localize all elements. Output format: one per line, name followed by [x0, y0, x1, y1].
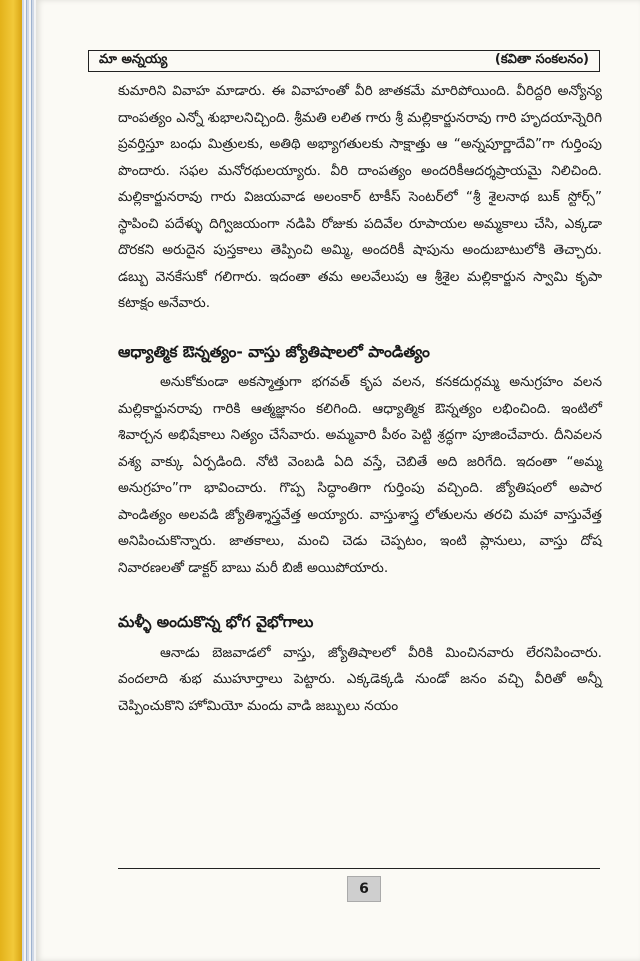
footer-divider	[118, 868, 600, 869]
paragraph-2: అనుకోకుండా అకస్మాత్తుగా భగవత్ కృప వలన, కనకదుర్గమ్మ అనుగ్రహం వలన మల్లికార్జునరావు గారికి ఆత్మజ్ఞానం కలిగింది. ఆధ్యాత్మిక ఔన్నత్యం లభించింది. ఇంటిలో శివార్చన అభిషేకాలు నిత్యం చేసేవారు. అమ్మవారి పీఠం పెట్టి శ్రద్ధగా పూజించేవారు. దీనివలన వశ్య వాక్కు ఏర్పడింది. నోటి వెంబడి ఏది వస్తే, చెబితే అది జరిగేది. ఇదంతా “అమ్మ అనుగ్రహం”గా భావించారు. గొప్ప సిద్ధాంతిగా గుర్తింపు వచ్చింది. జ్యోతిషంలో అపార పాండిత్యం అలవడి జ్యోతిశ్శాస్త్రవేత్త అయ్యారు. వాస్తుశాస్త్ర లోతులను తరచి మహా వాస్తువేత్త అనిపించుకొన్నారు. జాతకాలు, మంచి చెడు చెప్పటం, ఇంటి ప్లానులు, వాస్తు దోష నివారణలతో డాక్టర్ బాబు మరీ బిజీ అయిపోయారు.	[118, 374, 602, 576]
running-header	[88, 50, 600, 72]
page-body	[118, 78, 602, 719]
section-heading-spiritual: ఆధ్యాత్మిక ఔన్నత్యం- వాస్తు జ్యోతిషాలలో పాండిత్యం	[118, 342, 430, 361]
page-number: 6	[347, 876, 381, 902]
section-heading-prosperity: మళ్ళీ అందుకొన్న భోగ వైభోగాలు	[118, 613, 314, 631]
book-page-edges	[22, 0, 36, 961]
paragraph-1: కుమారిని వివాహ మాడారు. ఈ వివాహంతో వీరి జాతకమే మారిపోయింది. వీరిద్దరి అన్యోన్య దాంపత్యం ఎన్నో శుభాలనిచ్చింది. శ్రీమతి లలిత గారు శ్రీ మల్లికార్జునరావు గారి హృదయాన్నెరిగి ప్రవర్తిస్తూ బంధు మిత్రులకు, అతిథి అభ్యాగతులకు సాక్షాత్తు ఆ “అన్నపూర్ణాదేవి”గా గుర్తింపు పొందారు. సఫల మనోరథులయ్యారు. వీరి దాంపత్యం అందరికీఆదర్శప్రాయమై నిలిచింది. మల్లికార్జునరావు గారు విజయవాడ అలంకార్ టాకీస్ సెంటర్‌లో “శ్రీ శైలనాథ బుక్ స్టోర్స్” స్థాపించి పదేళ్ళు దిగ్విజయంగా నడిపి రోజుకు పదివేల రూపాయల అమ్మకాలు చేసి, ఎక్కడా దొరకని అరుదైన పుస్తకాలు తెప్పించి అమ్మి, అందరికీ షాపును అందుబాటులోకి తెచ్చారు. డబ్బు వెనకేసుకో గలిగారు. ఇదంతా తమ అలవేలుపు ఆ శ్రీశైల మల్లికార్జున స్వామి కృపా కటాక్షం అనేవారు.	[118, 83, 602, 311]
book-spine-yellow	[0, 0, 22, 961]
paragraph-3: ఆనాడు బెజవాడలో వాస్తు, జ్యోతిషాలలో వీరికి మించినవారు లేరనిపించారు. వందలాది శుభ ముహూర్తాలు పెట్టారు. ఎక్కడెక్కడి నుండో జనం వచ్చి వీరితో అన్నీ చెప్పించుకొని హోమియో మందు వాడి జబ్బులు నయం	[118, 644, 602, 714]
header-book-subtitle: (కవితా సంకలనం)	[494, 52, 589, 67]
header-book-title: మా అన్నయ్య	[99, 52, 168, 67]
